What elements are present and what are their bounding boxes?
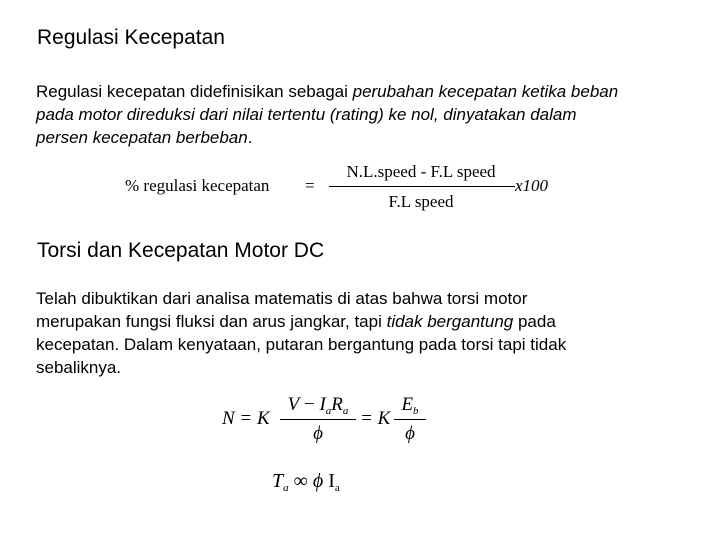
para2-text-end: pada: [513, 312, 556, 331]
symbol-r: R: [331, 394, 343, 415]
symbol-phi: ϕ: [312, 470, 324, 492]
formula-n-bar1: [280, 419, 356, 420]
formula-equals: =: [305, 176, 315, 195]
symbol-t: T: [272, 470, 284, 492]
formula-lhs: % regulasi kecepatan: [125, 176, 270, 195]
symbol-i-current: I: [328, 470, 335, 492]
section-title-regulasi: Regulasi Kecepatan: [37, 26, 225, 49]
symbol-v: V: [287, 394, 300, 415]
section-title-torsi: Torsi dan Kecepatan Motor DC: [37, 239, 325, 262]
formula-n-eq2: = K: [360, 408, 391, 429]
formula-speed: [220, 392, 440, 452]
para2-line1: Telah dibuktikan dari analisa matematis di atas bahwa torsi motor: [36, 289, 528, 308]
formula-n-bar2: [394, 419, 426, 420]
subscript-a2: a: [342, 405, 349, 417]
formula-numerator: N.L.speed - F.L speed: [346, 162, 496, 181]
para1-text: Regulasi kecepatan didefinisikan sebagai: [36, 82, 353, 101]
symbol-minus: −: [299, 394, 320, 415]
para1-line1: [36, 80, 720, 103]
formula-regulasi: [125, 160, 565, 216]
para1-line3: [36, 126, 720, 149]
formula-n-numerator1: [278, 394, 358, 417]
para2-text: merupakan fungsi fluksi dan arus jangkar, tapi: [36, 312, 387, 331]
para2-line3: kecepatan. Dalam kenyataan, putaran bergantung pada torsi tapi tidak: [36, 335, 567, 354]
para1-line2: [36, 103, 720, 126]
formula-n-denominator2: ϕ: [405, 423, 415, 444]
formula-mult-text: x100: [515, 176, 549, 195]
formula-torque: [272, 466, 372, 500]
para1-italic: perubahan kecepatan ketika beban: [352, 82, 619, 101]
para1-italic-2: pada motor direduksi dari nilai tertentu (rating) ke nol, dinyatakan dalam: [36, 105, 577, 124]
formula-mult: [515, 176, 548, 196]
formula-n-numerator2: [392, 394, 428, 417]
subscript-i-a: a: [334, 482, 340, 494]
formula-t-expr: [272, 470, 340, 494]
para1-period: .: [247, 128, 253, 147]
para1-italic-3: persen kecepatan berbeban: [36, 128, 248, 147]
formula-denominator: F.L speed: [388, 192, 454, 211]
para2-line2: [36, 310, 696, 333]
para2-line4: sebaliknya.: [36, 358, 122, 377]
subscript-b: b: [413, 405, 419, 417]
subscript-t-a: a: [283, 482, 289, 494]
formula-n-lhs: N = K: [222, 408, 270, 429]
paragraph-regulasi: [36, 80, 720, 149]
paragraph-torsi: [36, 287, 696, 379]
formula-fraction-bar: [329, 186, 515, 187]
para2-italic: tidak bergantung: [386, 312, 514, 331]
symbol-i: I: [319, 394, 326, 415]
proportional-symbol: ∞: [293, 470, 308, 492]
symbol-e: E: [401, 394, 414, 415]
subscript-a: a: [325, 405, 332, 417]
formula-n-denominator1: ϕ: [313, 423, 323, 444]
